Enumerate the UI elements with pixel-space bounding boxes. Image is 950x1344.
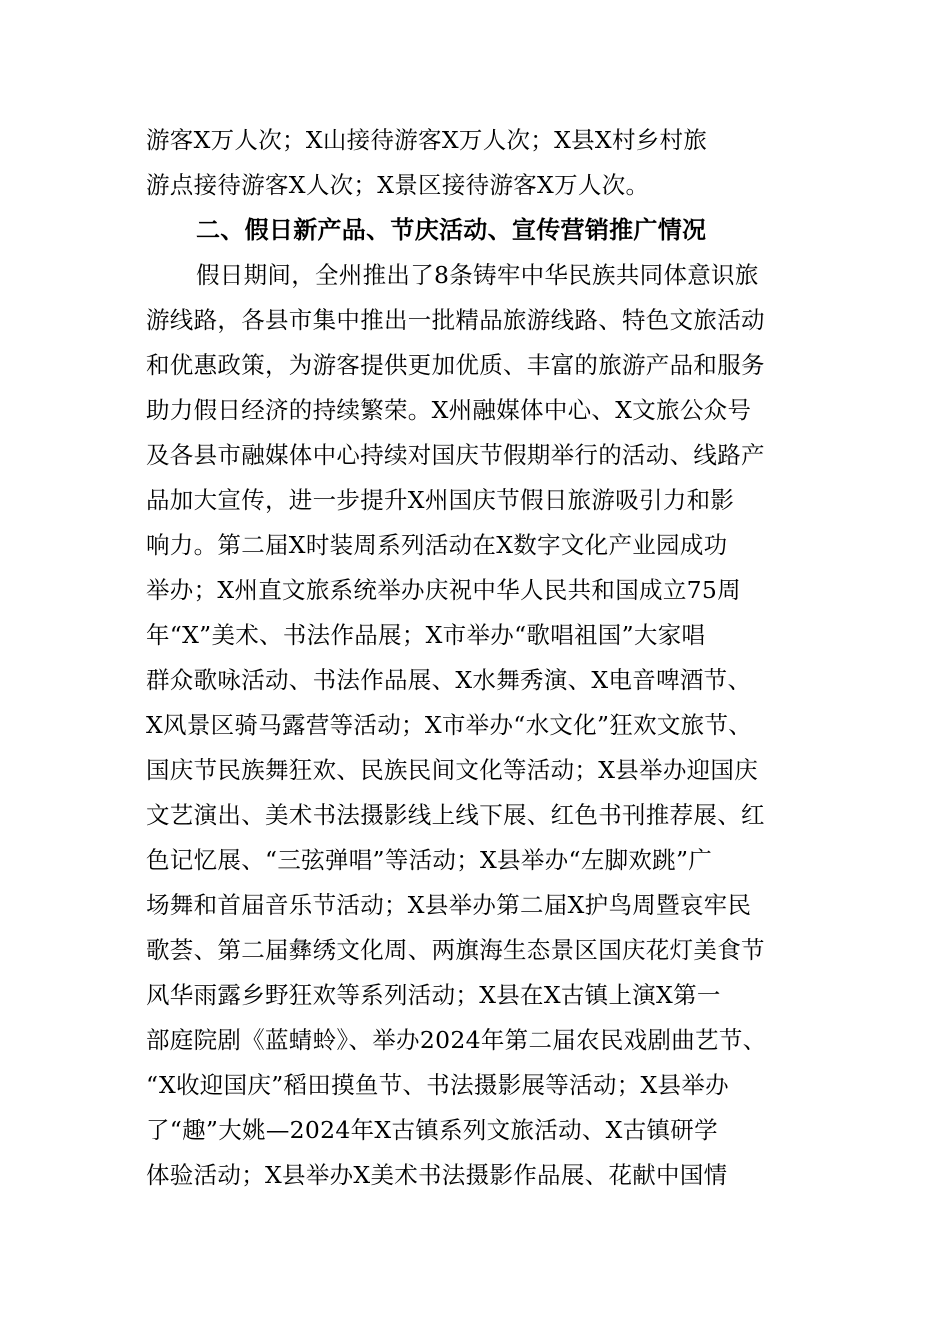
body-line-19: 歌荟、第二届彝绣文化周、两旗海生态景区国庆花灯美食节 (146, 936, 765, 964)
body-line-1: 游客X万人次；X山接待游客X万人次；X县X村乡村旅 (146, 126, 708, 154)
body-line-16: 文艺演出、美术书法摄影线上线下展、红色书刊推荐展、红 (146, 801, 765, 829)
body-line-14: X风景区骑马露营等活动；X市举办“水文化”狂欢文旅节、 (146, 711, 753, 739)
body-line-24: 体验活动；X县举办X美术书法摄影作品展、花献中国情 (146, 1161, 728, 1189)
body-line-11: 举办；X州直文旅系统举办庆祝中华人民共和国成立75周 (146, 576, 741, 604)
body-line-13: 群众歌咏活动、书法作品展、X水舞秀演、X电音啤酒节、 (146, 666, 752, 694)
body-line-22: “X收迎国庆”稻田摸鱼节、书法摄影展等活动；X县举办 (146, 1071, 729, 1099)
body-line-17: 色记忆展、“三弦弹唱”等活动；X县举办“左脚欢跳”广 (146, 846, 713, 874)
body-line-18: 场舞和首届音乐节活动；X县举办第二届X护鸟周暨哀牢民 (146, 891, 752, 919)
body-line-7: 助力假日经济的持续繁荣。X州融媒体中心、X文旅公众号 (146, 396, 752, 424)
body-line-9: 品加大宣传，进一步提升X州国庆节假日旅游吸引力和影 (146, 486, 735, 514)
body-line-6: 和优惠政策，为游客提供更加优质、丰富的旅游产品和服务 (146, 351, 765, 379)
body-line-2: 游点接待游客X人次；X景区接待游客X万人次。 (146, 171, 650, 199)
body-line-12: 年“X”美术、书法作品展；X市举办“歌唱祖国”大家唱 (146, 621, 706, 649)
body-line-21: 部庭院剧《蓝蜻蛉》、举办2024年第二届农民戏剧曲艺节、 (146, 1026, 767, 1054)
body-line-8: 及各县市融媒体中心持续对国庆节假期举行的活动、线路产 (146, 441, 765, 469)
body-line-5: 游线路，各县市集中推出一批精品旅游线路、特色文旅活动 (146, 306, 765, 334)
body-line-15: 国庆节民族舞狂欢、民族民间文化等活动；X县举办迎国庆 (146, 756, 759, 784)
paragraph-first-line: 假日期间，全州推出了8条铸牢中华民族共同体意识旅 (196, 261, 759, 289)
body-line-10: 响力。第二届X时装周系列活动在X数字文化产业园成功 (146, 531, 728, 559)
body-line-23: 了“趣”大姚—2024年X古镇系列文旅活动、X古镇研学 (146, 1116, 718, 1144)
body-line-20: 风华雨露乡野狂欢等系列活动；X县在X古镇上演X第一 (146, 981, 721, 1009)
section-heading: 二、假日新产品、节庆活动、宣传营销推广情况 (196, 216, 707, 244)
